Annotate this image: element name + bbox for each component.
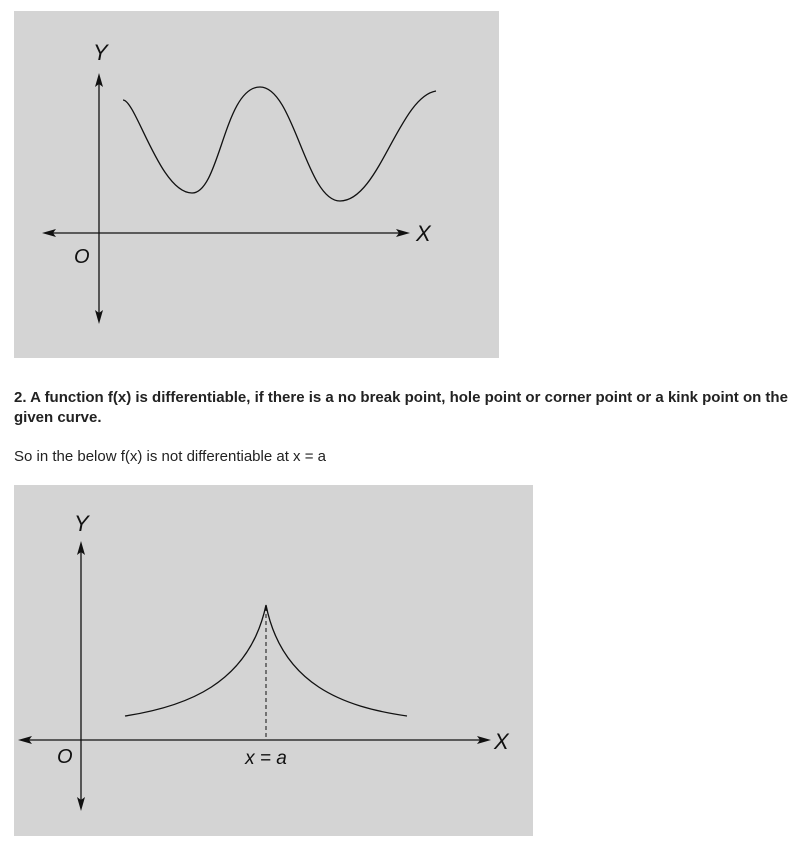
point-a-label: x = a bbox=[245, 748, 287, 769]
origin-label: O bbox=[57, 746, 73, 768]
y-axis-label: Y bbox=[93, 40, 108, 65]
wave-curve bbox=[123, 87, 436, 201]
example-caption: So in the below f(x) is not differentiable at x = a bbox=[14, 448, 326, 465]
cusp-curve-figure bbox=[14, 485, 533, 836]
x-axis-label: X bbox=[494, 729, 509, 754]
x-axis-label: X bbox=[416, 221, 431, 246]
y-axis-label: Y bbox=[74, 511, 89, 536]
smooth-curve-figure bbox=[14, 11, 499, 358]
differentiability-statement: 2. A function f(x) is differentiable, if there is a no break point, hole point or corner point or a kink point on the given curve. bbox=[14, 389, 788, 426]
origin-label: O bbox=[74, 246, 90, 268]
